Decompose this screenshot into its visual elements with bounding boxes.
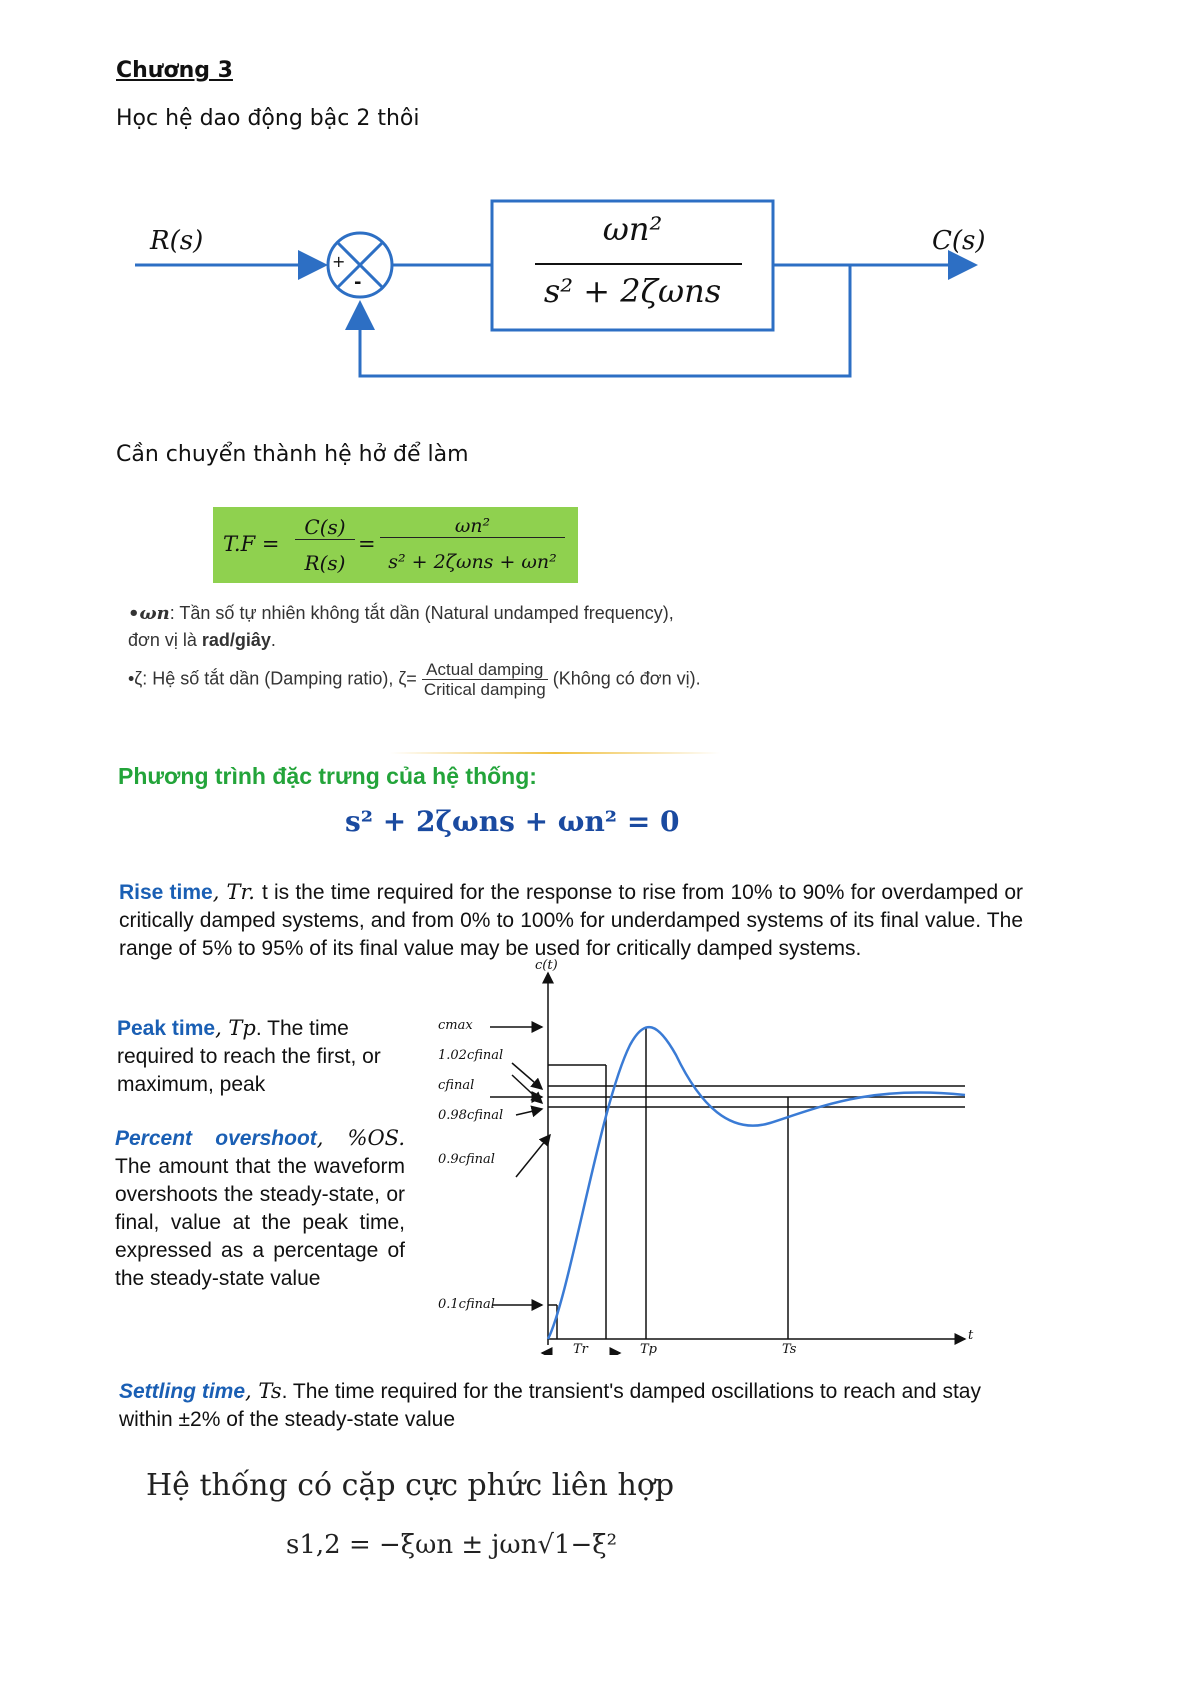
sum-minus: - xyxy=(354,272,362,293)
step-response-plot xyxy=(430,955,990,1355)
peak-time-para: Peak time, Tp. The time required to reach the first, or maximum, peak xyxy=(117,1016,381,1096)
overshoot-para: Percent overshoot, %OS. The amount that the waveform overshoots the steady-state, or final, value at the peak time, expressed as a percentage of the steady-state value xyxy=(115,1126,405,1290)
label-01cfinal: 0.1cfinal xyxy=(438,1297,495,1312)
label-tr: Tr xyxy=(573,1342,588,1357)
tf-den: s² + 2ζωns + ωn² xyxy=(388,551,557,573)
convert-text: Cần chuyển thành hệ hở để làm xyxy=(116,442,469,467)
sum-plus: + xyxy=(332,252,346,271)
complex-poles-title: Hệ thống có cặp cực phức liên hợp xyxy=(146,1468,675,1503)
tf-lhs: T.F = xyxy=(223,532,280,556)
label-cmax: cmax xyxy=(438,1018,473,1033)
tf-num: ωn² xyxy=(380,515,565,538)
chapter-title: Chương 3 xyxy=(116,58,233,83)
input-label: R(s) xyxy=(150,226,204,256)
subtitle: Học hệ dao động bậc 2 thôi xyxy=(116,106,420,131)
response-curve xyxy=(548,1027,965,1339)
tf-denominator: s² + 2ζωns xyxy=(543,272,722,310)
tf-numerator: ωn² xyxy=(602,210,663,248)
tf-cs: C(s) xyxy=(295,515,355,540)
label-098cfinal: 0.98cfinal xyxy=(438,1108,504,1123)
char-eq-title: Phương trình đặc trưng của hệ thống: xyxy=(118,763,537,789)
tf-eq: = xyxy=(358,532,376,556)
plot-y-label: c(t) xyxy=(535,958,558,973)
output-label: C(s) xyxy=(932,226,986,256)
rise-time-para: Rise time, Tr. t is the time required for the response to rise from 10% to 90% for overdamped or critically damped systems, and from 0% to 100% for underdamped systems of its final value. The range of 5% to 95% of its final value may be used for critically damped systems. xyxy=(119,880,1024,960)
label-09cfinal: 0.9cfinal xyxy=(438,1152,495,1167)
tf-rs: R(s) xyxy=(304,551,346,575)
wn-definition: •ωn: Tần số tự nhiên không tắt dần (Natural undamped frequency), đơn vị là rad/giây. xyxy=(128,603,674,650)
char-eq: s² + 2ζωns + ωn² = 0 xyxy=(345,805,680,838)
settling-time-para: Settling time, Ts. The time required for the transient's damped oscillations to reach and stay within ±2% of the steady-state value xyxy=(119,1379,981,1431)
label-102cfinal: 1.02cfinal xyxy=(438,1048,504,1063)
complex-poles-equation: s1,2 = −ξωn ± jωn√1−ξ² xyxy=(286,1530,618,1560)
divider xyxy=(390,752,720,754)
label-tp: Tp xyxy=(640,1342,657,1357)
label-ts: Ts xyxy=(782,1342,797,1357)
plot-x-label: t xyxy=(968,1328,974,1343)
label-cfinal: cfinal xyxy=(438,1078,475,1093)
zeta-definition: •ζ: Hệ số tắt dần (Damping ratio), ζ= $\frac{\text{Actual damping}}{\text{Critical damping}}$ (Không có đơn vị). xyxy=(128,660,701,699)
